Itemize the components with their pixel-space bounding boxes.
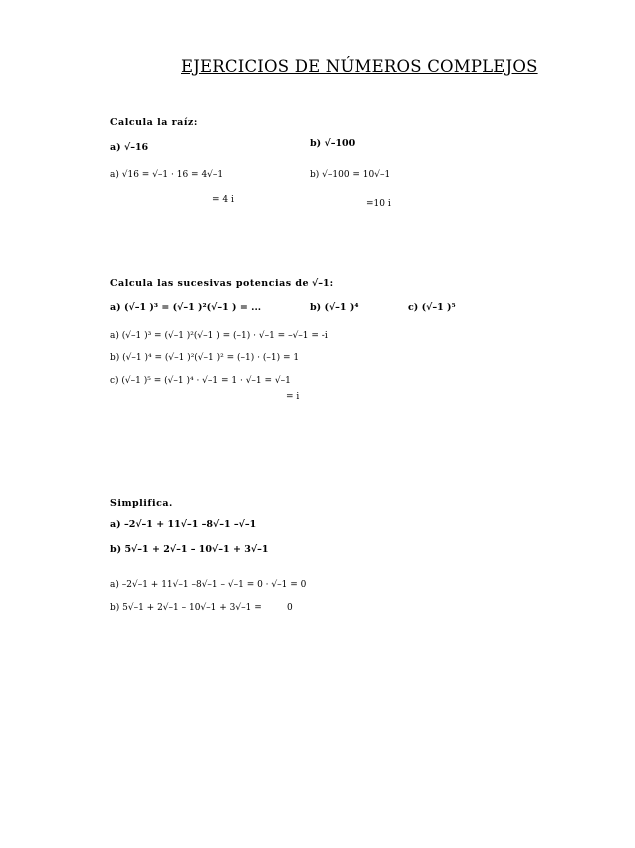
exercise-3b-result: 0 [287, 603, 293, 613]
exercise-3a-prompt: a) –2√–1 + 11√–1 –8√–1 –√–1 [110, 519, 257, 530]
section-2-heading: Calcula las sucesivas potencias de [110, 278, 310, 289]
exercise-1b-solution: b) √–100 = 10√–1 [310, 170, 391, 180]
section-2-heading-root: √–1: [312, 278, 334, 289]
exercise-2c-result: = i [286, 392, 300, 402]
exercise-1a-solution: a) √16 = √–1 · 16 = 4√–1 [110, 170, 224, 180]
section-1-heading: Calcula la raíz: [110, 117, 198, 128]
exercise-3a-solution: a) –2√–1 + 11√–1 –8√–1 – √–1 = 0 · √–1 = 0 [110, 580, 307, 590]
exercise-1a-result: = 4 i [212, 195, 234, 205]
section-3-heading: Simplifica. [110, 498, 173, 509]
exercise-1b-result: =10 i [366, 199, 391, 209]
exercise-2a-solution: a) (√–1 )³ = (√–1 )²(√–1 ) = (–1) · √–1 = –√–1 = -i [110, 331, 328, 341]
exercise-2c-prompt: c) (√–1 )⁵ [408, 302, 456, 313]
exercise-2a-prompt: a) (√–1 )³ = (√–1 )²(√–1 ) = ... [110, 302, 262, 313]
exercise-3b-solution: b) 5√–1 + 2√–1 – 10√–1 + 3√–1 = [110, 603, 262, 613]
page-title: EJERCICIOS DE NÚMEROS COMPLEJOS [181, 57, 538, 76]
exercise-2b-solution: b) (√–1 )⁴ = (√–1 )²(√–1 )² = (–1) · (–1) = 1 [110, 353, 300, 363]
exercise-2c-solution: c) (√–1 )⁵ = (√–1 )⁴ · √–1 = 1 · √–1 = √–1 [110, 376, 291, 386]
exercise-3b-prompt: b) 5√–1 + 2√–1 – 10√–1 + 3√–1 [110, 544, 269, 555]
exercise-1a-prompt: a) √–16 [110, 142, 149, 153]
exercise-1b-prompt: b) √–100 [310, 138, 356, 149]
exercise-2b-prompt: b) (√–1 )⁴ [310, 302, 359, 313]
